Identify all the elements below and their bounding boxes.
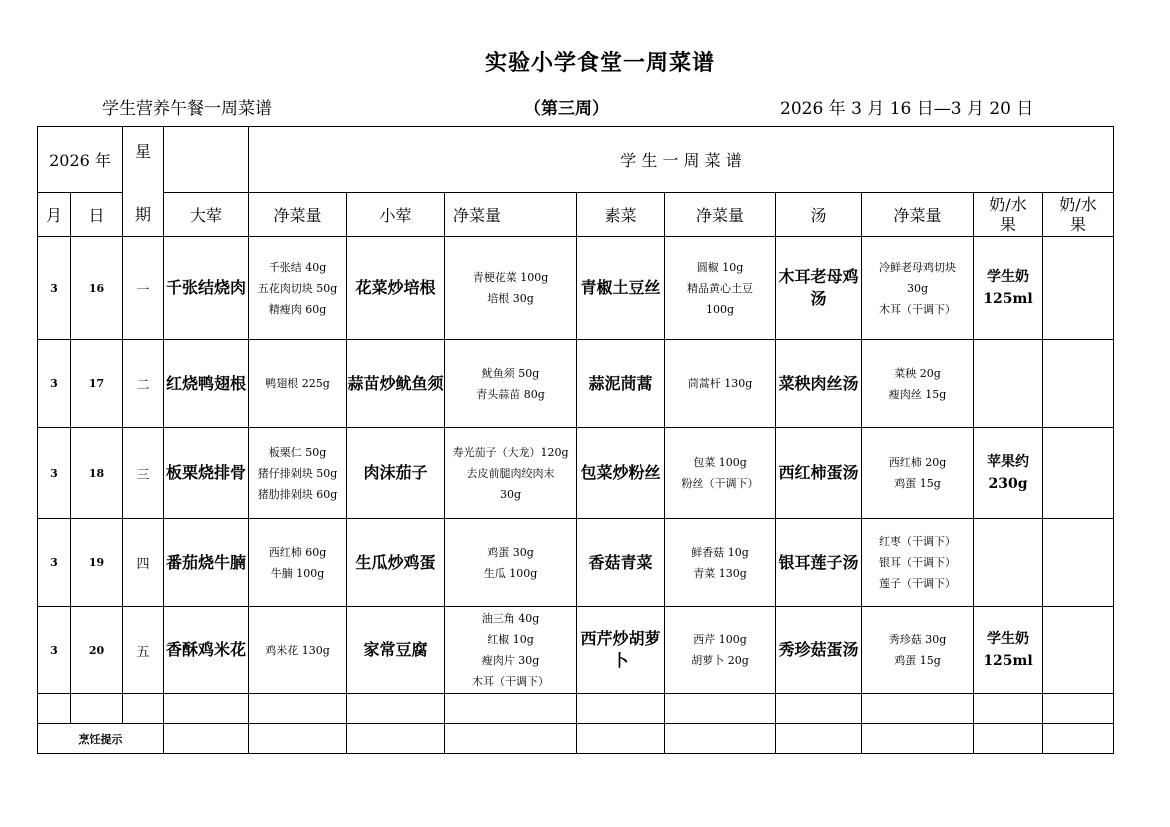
ingredient-line: 鲜香菇 10g bbox=[691, 545, 749, 559]
veg-dish-cell: 青椒土豆丝 bbox=[577, 237, 665, 340]
net-weight-header-1: 净菜量 bbox=[249, 193, 347, 237]
net-weight-header-4: 净菜量 bbox=[862, 193, 974, 237]
month-cell: 3 bbox=[38, 607, 71, 694]
veg-dish-cell: 包菜炒粉丝 bbox=[577, 428, 665, 519]
soup-header: 汤 bbox=[776, 193, 862, 237]
veg-amount-cell bbox=[665, 428, 776, 519]
ingredient-line: 茼蒿杆 130g bbox=[687, 377, 753, 390]
month-cell: 3 bbox=[38, 340, 71, 428]
milk-fruit-cell bbox=[974, 519, 1043, 607]
weekday-cell: 二 bbox=[123, 340, 164, 428]
weekday-cell: 一 bbox=[123, 237, 164, 340]
month-header: 月 bbox=[38, 193, 71, 237]
veg-dish-cell: 香菇青菜 bbox=[577, 519, 665, 607]
menu-row bbox=[38, 607, 1114, 694]
big-dish-cell: 红烧鸭翅根 bbox=[164, 340, 249, 428]
ingredient-line: 100g bbox=[705, 302, 735, 316]
ingredient-line: 粉丝（干调下） bbox=[681, 477, 759, 490]
milk-fruit-header-2: 奶/水果 bbox=[1043, 193, 1114, 237]
menu-row bbox=[38, 340, 1114, 428]
date-range: 2026 年 3 月 16 日—3 月 20 日 bbox=[780, 99, 1034, 119]
soup-amount-cell bbox=[862, 237, 974, 340]
small-dish-cell: 家常豆腐 bbox=[347, 607, 445, 694]
ingredient-line: 去皮前腿肉绞肉末 bbox=[466, 466, 555, 480]
ingredient-line: 30g bbox=[906, 281, 929, 295]
ingredient-line: 培根 30g bbox=[487, 292, 534, 305]
big-dish-amount-cell bbox=[249, 237, 347, 340]
big-dish-cell: 香酥鸡米花 bbox=[164, 607, 249, 694]
ingredient-line: 鸡蛋 15g bbox=[894, 654, 941, 667]
ingredient-line: 西红柿 60g bbox=[268, 545, 327, 559]
veg-dish-cell: 西芹炒胡萝卜 bbox=[577, 607, 665, 694]
milk-fruit-cell: 学生奶 125ml bbox=[974, 607, 1043, 694]
ingredient-line: 30g bbox=[499, 487, 522, 501]
ingredient-line: 牛腩 100g bbox=[270, 566, 325, 580]
month-cell: 3 bbox=[38, 428, 71, 519]
weekday-cell: 五 bbox=[123, 607, 164, 694]
veg-header: 素菜 bbox=[577, 193, 665, 237]
big-dish-amount-cell bbox=[249, 519, 347, 607]
ingredient-line: 青头蒜苗 80g bbox=[476, 387, 545, 401]
ingredient-line: 圆椒 10g bbox=[696, 260, 744, 274]
menu-banner: 学 生 一 周 菜 谱 bbox=[249, 127, 1114, 193]
big-dish-cell: 番茄烧牛腩 bbox=[164, 519, 249, 607]
ingredient-line: 瘦肉丝 15g bbox=[888, 387, 947, 401]
milk-fruit-cell: 学生奶 125ml bbox=[974, 237, 1043, 340]
small-dish-amount-cell bbox=[445, 519, 577, 607]
blank-header-cell bbox=[164, 127, 249, 193]
ingredient-line: 红枣（干调下） bbox=[879, 535, 956, 548]
ingredient-line: 青梗花菜 100g bbox=[472, 271, 549, 284]
soup-cell: 银耳莲子汤 bbox=[776, 519, 862, 607]
milk-fruit-cell-2 bbox=[1043, 519, 1114, 607]
ingredient-line: 鸡蛋 15g bbox=[894, 477, 941, 490]
menu-row bbox=[38, 519, 1114, 607]
soup-cell: 木耳老母鸡汤 bbox=[776, 237, 862, 340]
soup-cell: 西红柿蛋汤 bbox=[776, 428, 862, 519]
veg-dish-cell: 蒜泥茼蒿 bbox=[577, 340, 665, 428]
weekday-cell: 四 bbox=[123, 519, 164, 607]
weekday-header-bottom: 期 bbox=[134, 205, 151, 224]
year-header: 2026 年 bbox=[38, 127, 123, 193]
big-dish-header: 大荤 bbox=[164, 193, 249, 237]
month-cell: 3 bbox=[38, 237, 71, 340]
ingredient-line: 油三角 40g bbox=[481, 612, 540, 625]
blank-row bbox=[38, 694, 1114, 724]
big-dish-amount-cell bbox=[249, 428, 347, 519]
ingredient-line: 西红柿 20g bbox=[888, 456, 947, 469]
ingredient-line: 西芹 100g bbox=[693, 633, 747, 646]
soup-amount-cell bbox=[862, 607, 974, 694]
ingredient-line: 精瘦肉 60g bbox=[268, 302, 327, 316]
ingredient-line: 瘦肉片 30g bbox=[481, 654, 540, 667]
weekday-cell: 三 bbox=[123, 428, 164, 519]
ingredient-line: 生瓜 100g bbox=[483, 566, 538, 580]
ingredient-line: 菜秧 20g bbox=[894, 366, 941, 380]
ingredient-line: 莲子（干调下） bbox=[879, 577, 956, 590]
ingredient-line: 冷鲜老母鸡切块 bbox=[879, 260, 956, 274]
ingredient-line: 鸭翅根 225g bbox=[265, 377, 330, 390]
milk-fruit-header-1: 奶/水果 bbox=[974, 193, 1043, 237]
small-dish-cell: 生瓜炒鸡蛋 bbox=[347, 519, 445, 607]
weekday-header bbox=[123, 127, 164, 237]
milk-fruit-cell-2 bbox=[1043, 607, 1114, 694]
ingredient-line: 秀珍菇 30g bbox=[888, 633, 947, 646]
day-cell: 20 bbox=[71, 607, 123, 694]
small-dish-header: 小荤 bbox=[347, 193, 445, 237]
small-dish-cell: 花菜炒培根 bbox=[347, 237, 445, 340]
menu-row bbox=[38, 428, 1114, 519]
ingredient-line: 木耳（干调下） bbox=[879, 302, 956, 316]
month-cell: 3 bbox=[38, 519, 71, 607]
ingredient-line: 青菜 130g bbox=[693, 566, 747, 580]
soup-cell: 秀珍菇蛋汤 bbox=[776, 607, 862, 694]
veg-amount-cell bbox=[665, 237, 776, 340]
ingredient-line: 胡萝卜 20g bbox=[691, 654, 749, 667]
cooking-tips-label: 烹饪提示 bbox=[38, 724, 164, 754]
small-dish-amount-cell bbox=[445, 428, 577, 519]
big-dish-amount-cell bbox=[249, 340, 347, 428]
net-weight-header-2: 净菜量 bbox=[445, 193, 577, 237]
ingredient-line: 板栗仁 50g bbox=[268, 445, 327, 459]
veg-amount-cell bbox=[665, 607, 776, 694]
ingredient-line: 木耳（干调下） bbox=[472, 675, 549, 688]
big-dish-cell: 板栗烧排骨 bbox=[164, 428, 249, 519]
ingredient-line: 银耳（干调下） bbox=[879, 556, 956, 569]
net-weight-header-3: 净菜量 bbox=[665, 193, 776, 237]
ingredient-line: 精品黄心土豆 bbox=[687, 281, 753, 295]
veg-amount-cell bbox=[665, 519, 776, 607]
ingredient-line: 寿光茄子（大龙）120g bbox=[452, 445, 569, 459]
ingredient-line: 红椒 10g bbox=[487, 633, 534, 646]
ingredient-line: 包菜 100g bbox=[693, 456, 747, 469]
small-dish-amount-cell bbox=[445, 237, 577, 340]
ingredient-line: 五花肉切块 50g bbox=[257, 281, 338, 295]
weekday-header-top: 星 bbox=[134, 142, 151, 161]
small-dish-cell: 蒜苗炒鱿鱼须 bbox=[347, 340, 445, 428]
ingredient-line: 鱿鱼须 50g bbox=[481, 366, 540, 380]
cooking-tips-row bbox=[38, 724, 1114, 754]
big-dish-cell: 千张结烧肉 bbox=[164, 237, 249, 340]
day-cell: 17 bbox=[71, 340, 123, 428]
page-title: 实验小学食堂一周菜谱 bbox=[484, 50, 715, 76]
subtitle-left: 学生营养午餐一周菜谱 bbox=[102, 99, 272, 119]
day-header: 日 bbox=[71, 193, 123, 237]
soup-cell: 菜秧肉丝汤 bbox=[776, 340, 862, 428]
ingredient-line: 猪肋排剁块 60g bbox=[257, 487, 338, 501]
header-row-2 bbox=[38, 193, 1114, 237]
small-dish-amount-cell bbox=[445, 340, 577, 428]
milk-fruit-cell bbox=[974, 340, 1043, 428]
menu-row bbox=[38, 237, 1114, 340]
week-label: （第三周） bbox=[524, 99, 609, 119]
menu-table bbox=[37, 126, 1114, 754]
day-cell: 19 bbox=[71, 519, 123, 607]
milk-fruit-cell-2 bbox=[1043, 237, 1114, 340]
milk-fruit-cell-2 bbox=[1043, 428, 1114, 519]
milk-fruit-cell: 苹果约 230g bbox=[974, 428, 1043, 519]
ingredient-line: 鸡米花 130g bbox=[265, 643, 330, 657]
soup-amount-cell bbox=[862, 340, 974, 428]
ingredient-line: 猪仔排剁块 50g bbox=[257, 466, 338, 480]
milk-fruit-cell-2 bbox=[1043, 340, 1114, 428]
veg-amount-cell bbox=[665, 340, 776, 428]
day-cell: 18 bbox=[71, 428, 123, 519]
ingredient-line: 千张结 40g bbox=[268, 260, 327, 274]
ingredient-line: 鸡蛋 30g bbox=[487, 545, 534, 559]
big-dish-amount-cell bbox=[249, 607, 347, 694]
soup-amount-cell bbox=[862, 519, 974, 607]
header-row-1 bbox=[38, 127, 1114, 193]
day-cell: 16 bbox=[71, 237, 123, 340]
small-dish-amount-cell bbox=[445, 607, 577, 694]
small-dish-cell: 肉沫茄子 bbox=[347, 428, 445, 519]
soup-amount-cell bbox=[862, 428, 974, 519]
